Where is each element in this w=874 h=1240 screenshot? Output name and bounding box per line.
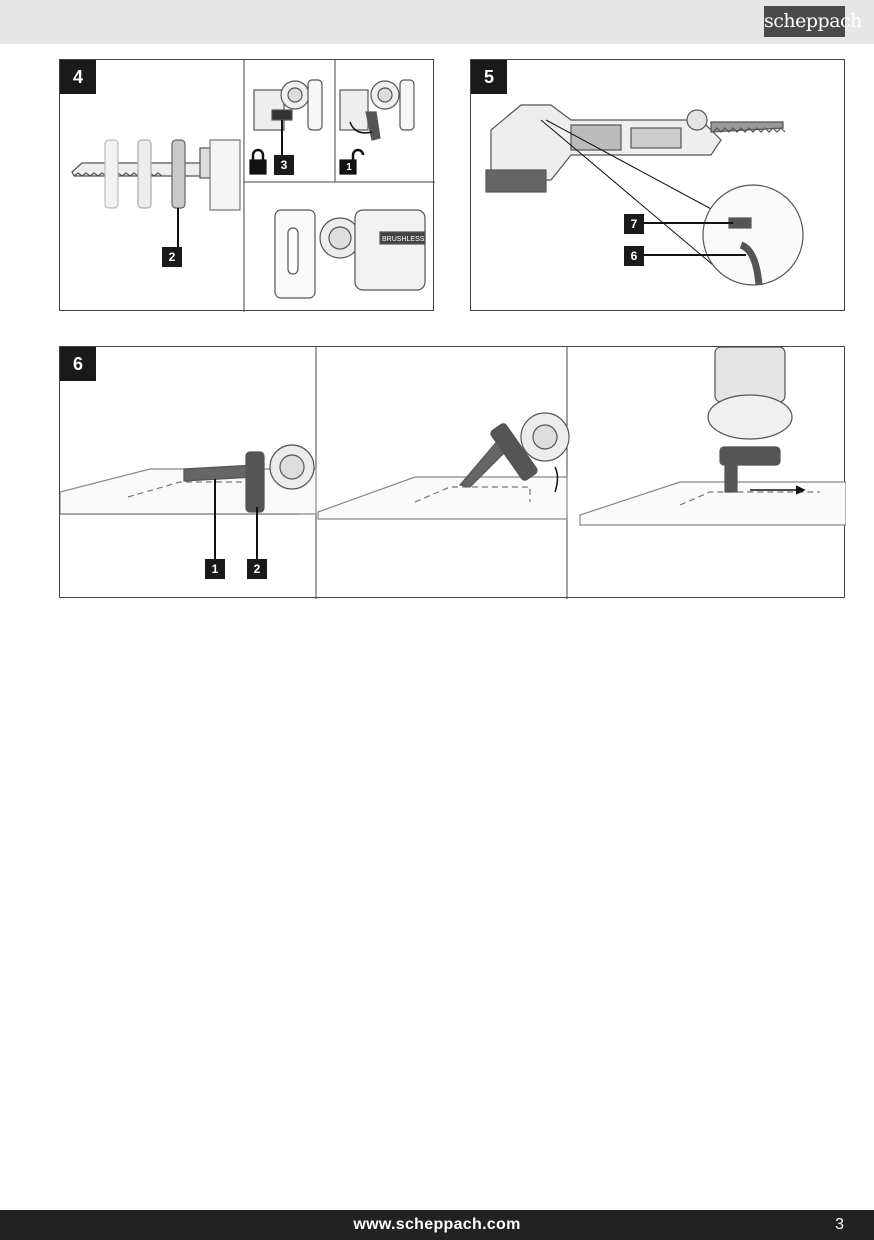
scheppach-logo: scheppach — [764, 6, 845, 37]
callout-shoe: 2 — [247, 559, 267, 579]
figure-6-panel — [59, 346, 845, 598]
figure-number: 6 — [60, 347, 96, 381]
step-1-plunge-position — [60, 445, 316, 559]
page-number: 3 — [835, 1216, 844, 1233]
figure-number: 4 — [60, 60, 96, 94]
figure-5-illustration — [471, 60, 846, 312]
callout-blade: 1 — [205, 559, 225, 579]
callout-unlock: 1 — [346, 162, 352, 173]
figure-5-panel — [470, 59, 845, 311]
website-url[interactable]: www.scheppach.com — [353, 1216, 521, 1233]
figure-6-illustration — [60, 347, 846, 599]
step-3-vertical-cut — [580, 347, 846, 525]
callout-switch: 7 — [624, 214, 644, 234]
reciprocating-saw-side-view — [486, 105, 803, 285]
shoe-closeup-illustration — [275, 210, 425, 298]
saw-blade-shoe-positions — [72, 140, 240, 256]
brushless-label: BRUSHLESS — [382, 236, 425, 243]
callout-blade-clamp: 2 — [162, 247, 182, 267]
figure-number: 5 — [471, 60, 507, 94]
footer-bar — [0, 1210, 874, 1240]
callout-trigger: 6 — [624, 246, 644, 266]
header-bar — [0, 0, 874, 44]
figure-4-panel — [59, 59, 434, 311]
step-2-tilt-position — [318, 413, 569, 519]
figure-4-illustration — [60, 60, 435, 312]
callout-lever: 3 — [274, 155, 294, 175]
lever-open-illustration — [340, 80, 414, 174]
